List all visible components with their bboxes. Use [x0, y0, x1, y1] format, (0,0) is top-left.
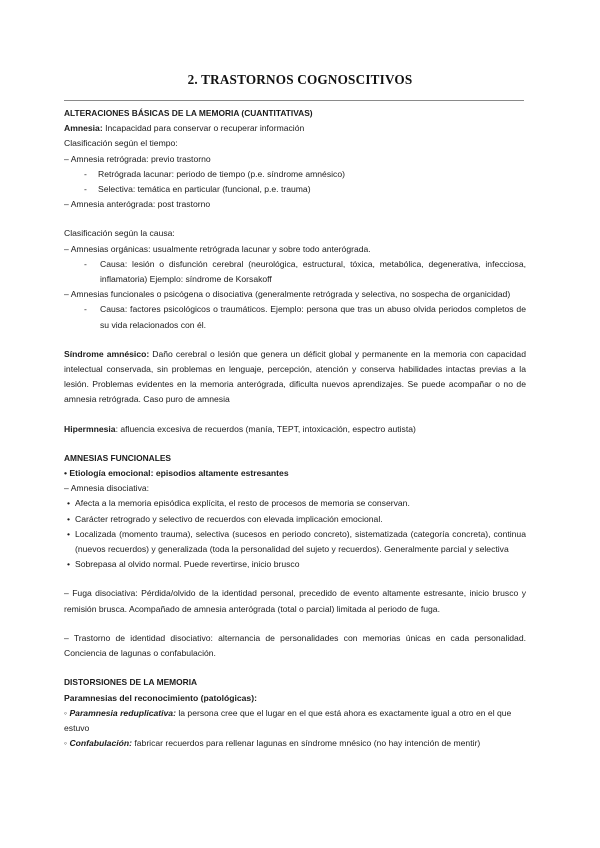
amnesia-definition: Amnesia: Incapacidad para conservar o recuperar información: [64, 123, 305, 134]
list-item: • Sobrepasa al olvido normal. Puede revertirse, inicio brusco: [67, 559, 300, 570]
list-item: • Afecta a la memoria episódica explícita, el resto de procesos de memoria se conservan.: [67, 498, 410, 509]
amnesia-term: Amnesia:: [64, 123, 103, 134]
amnesias-funcionales: – Amnesias funcionales o psicógena o disociativa (generalmente retrógrada y selectiva, no sospecha de organicidad): [64, 289, 511, 300]
fuga-disociativa: – Fuga disociativa: Pérdida/olvido de la identidad personal, precedido de evento altamente estresante, inicio brusco y remisión brusca. Acompañado de amnesia anterógrada (total o parcial) limitada al periodo de fuga.: [64, 588, 526, 614]
paramnesias-subheading: Paramnesias del reconocimiento (patológicas):: [64, 692, 257, 703]
paramnesia-reduplicativa: ◦ Paramnesia reduplicativa: la persona cree que el lugar en el que está ahora es exactamente igual a otro en el que estuvo: [64, 707, 512, 733]
hipermnesia-term: Hipermnesia: [64, 423, 116, 434]
page-title: 2. TRASTORNOS COGNOSCITIVOS: [187, 72, 413, 87]
hipermnesia: Hipermnesia: afluencia excesiva de recuerdos (manía, TEPT, intoxicación, espectro autista): [64, 423, 416, 434]
amnesias-organicas: – Amnesias orgánicas: usualmente retrógrada lacunar y sobre todo anterógrada.: [64, 243, 371, 254]
clasificacion-tiempo: Clasificación según el tiempo:: [64, 138, 178, 149]
confabulacion: ◦ Confabulación: fabricar recuerdos para rellenar lagunas en síndrome mnésico (no hay intención de mentir): [64, 738, 481, 749]
title-divider: [64, 100, 524, 101]
section-heading-alteraciones: ALTERACIONES BÁSICAS DE LA MEMORIA (CUANTITATIVAS): [64, 108, 313, 118]
list-item: • Localizada (momento trauma), selectiva (sucesos en periodo concreto), sistematizada (categoría concreta), continua (nuevos recuerdos) y generalizada (toda la personalidad del sujeto y recuerdos). Generalmente parcial y selectiva: [67, 528, 526, 555]
document-body: [64, 106, 526, 751]
funcionales-causa: - Causa: factores psicológicos o traumáticos. Ejemplo: persona que tras un abuso olvida periodos completos de su vida relacionados con él.: [84, 304, 526, 330]
list-item: • Carácter retrogrado y selectivo de recuerdos con elevada implicación emocional.: [67, 513, 383, 524]
sindrome-amnesico: Síndrome amnésico: Daño cerebral o lesión que genera un déficit global y permanente en la memoria con capacidad intelectual conservada, sin problemas en lenguaje, percepción, atención y conserva habilidades intactas previas a la lesión. Problemas evidentes en la memoria anterógrada, dificulta nuevos aprendizajes. Se puede acompañar o no de amnesia retrógrada. Caso puro de amnesia: [64, 348, 526, 405]
organicas-causa: - Causa: lesión o disfunción cerebral (neurológica, estructural, tóxica, metabólica, degenerativa, infecciosa, inflamatoria) Ejemplo: síndrome de Korsakoff: [84, 258, 526, 285]
trastorno-identidad-disociativo: – Trastorno de identidad disociativo: alternancia de personalidades con memorias únicas en cada personalidad. Conciencia de lagunas o confabulación.: [64, 632, 526, 659]
section-heading-amnesias-funcionales: AMNESIAS FUNCIONALES: [64, 452, 172, 463]
retrograda-lacunar: - Retrógrada lacunar: periodo de tiempo (p.e. síndrome amnésico): [84, 168, 345, 179]
amnesia-disociativa: – Amnesia disociativa:: [64, 483, 150, 494]
sindrome-term: Síndrome amnésico:: [64, 348, 150, 359]
selectiva: - Selectiva: temática en particular (funcional, p.e. trauma): [84, 184, 311, 195]
section-heading-distorsiones: DISTORSIONES DE LA MEMORIA: [64, 677, 198, 688]
etiologia-emocional: • Etiología emocional: episodios altamente estresantes: [64, 468, 289, 479]
amnesia-retrograda: – Amnesia retrógrada: previo trastorno: [64, 153, 211, 164]
clasificacion-causa: Clasificación según la causa:: [64, 228, 175, 239]
amnesia-anterograda: – Amnesia anterógrada: post trastorno: [64, 199, 211, 210]
